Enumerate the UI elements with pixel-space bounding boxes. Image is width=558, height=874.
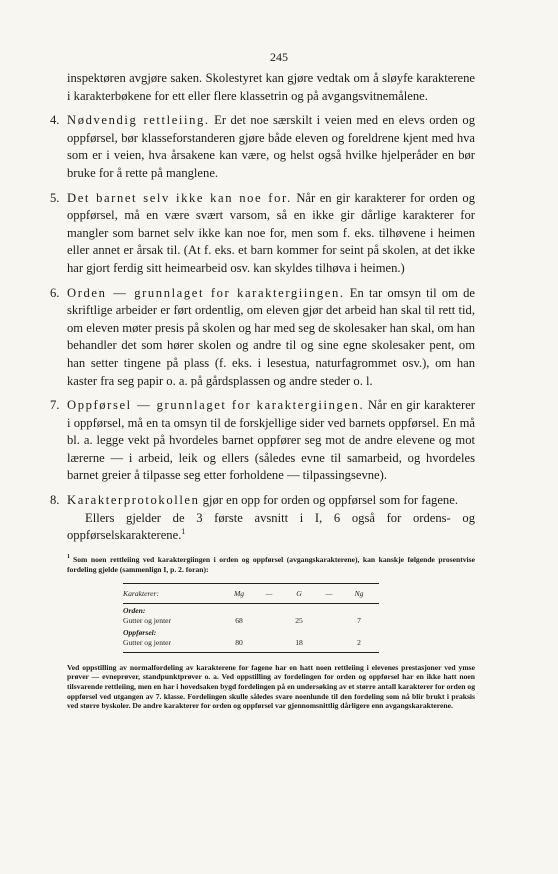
- footnote-text: Som noen rettleiing ved karaktergiingen i orden og oppførsel (avgangskarakterene), kan kanskje følgende prosentvise fordeling gjelde (sammenlign I, p. 2. foran):: [67, 554, 475, 574]
- table-cell: 7: [357, 615, 361, 625]
- item-8: [50, 492, 475, 510]
- table-cell: 18: [279, 638, 319, 653]
- item-text: Når en gir karakterer for orden og oppførsel, må en være svært varsom, så en ikke gir dårlige karakterer for mangler som barnet selv ikke kan noe for, men som f. eks. tilhøvene i heimen eller annet er årsak til. (At f. eks. et barn kommer for seint på skolen, at det ikke har gjort ferdig sitt heimearbeid osv. kan skyldes tilhøva i heimen.): [67, 190, 475, 275]
- table-cell: 68: [235, 615, 243, 625]
- item-text: En tar omsyn til om de skriftlige arbeider er ført ordentlig, om eleven gjør det arbeid han skal til rett tid, om eleven møter presis på skolen og har med seg de skolesaker han skal, om han behandler det som hører skolen og andre til og sine egne skolesaker pent, om han setter tingene på plass (f. eks. i lesestua, naturfagrommet osv.), om han kaster fra seg papir o. a. på gårdsplassen og andre steder o. l.: [67, 285, 475, 388]
- item-text: gjør en opp for orden og oppførsel som for fagene.: [199, 493, 458, 508]
- table-section-title: Oppførsel:: [123, 627, 157, 637]
- distribution-table: [123, 583, 379, 653]
- footnote-reference: 1: [181, 527, 186, 537]
- item-7: [50, 397, 475, 485]
- table-header-cell: Ng: [339, 583, 379, 603]
- item-number: 6.: [50, 285, 60, 300]
- item-heading: Karakterprotokollen: [67, 493, 200, 508]
- table-header-row: [123, 583, 379, 603]
- item-5: [50, 190, 475, 278]
- item-number: 4.: [50, 113, 60, 128]
- footnote-mark: 1: [67, 554, 70, 561]
- item-heading: Orden — grunnlaget for karaktergiingen.: [67, 285, 345, 300]
- item-heading: Nødvendig rettleiing.: [67, 113, 210, 128]
- page-body: [50, 70, 475, 711]
- item-number: 5.: [50, 190, 60, 205]
- table-header-label: Karakterer:: [123, 583, 219, 603]
- table-header-cell: —: [319, 583, 339, 603]
- table-section-row: [123, 626, 379, 638]
- footnote: [67, 555, 475, 575]
- table-header-cell: —: [259, 583, 279, 603]
- table-cell: 25: [295, 615, 303, 625]
- page-number: 245: [270, 50, 288, 64]
- item-number: 7.: [50, 398, 60, 413]
- item-number: 8.: [50, 493, 60, 508]
- continuation-text: Ellers gjelder de 3 første avsnitt i I, 6 også for ordens- og oppførselskarakterene.: [67, 510, 475, 543]
- item-text: Er det noe særskilt i veien med en elevs orden og oppførsel, bør klasseforstanderen gjøre både eleven og foreldrene kjent med hva som er i veien, hva årsakene kan være, og helst også hvilke hjelperåder en bør bruke for å rette på manglene.: [67, 113, 475, 180]
- table-row-label: Gutter og jenter: [123, 615, 172, 625]
- item-heading: Oppførsel — grunnlaget for karaktergiingen.: [67, 398, 365, 413]
- table-section-row: [123, 603, 379, 616]
- table-row: [123, 638, 379, 653]
- footnote-explanation: Ved oppstilling av normalfordeling av karakterene for fagene har en hatt noen rettleiing i elevenes prestasjoner ved ymse prøver — evneprøver, standpunktprøver o. a. Ved oppstilling av fordelingen for orden og oppførsel har en ikke hatt noen tilsvarende rettleiing, men en har i hovedsaken bygd fordelingen på en undersøking av et større antall karakterer for orden og oppførsel ved utgangen av 7. klasse. Fordelingen skulle således svare noenlunde til den fordeling som nå blir brukt i praksis ved større byskoler. De andre karakterer for orden og oppførsel var gjennomsnittlig dårligere enn avgangskarakterene.: [67, 662, 475, 711]
- item-4: [50, 112, 475, 182]
- table-header-cell: Mg: [219, 583, 259, 603]
- table-section-title: Orden:: [123, 605, 146, 615]
- continuation-paragraph: [67, 510, 475, 545]
- table-cell: 2: [339, 638, 379, 653]
- item-heading: Det barnet selv ikke kan noe for.: [67, 190, 292, 205]
- intro-paragraph: inspektøren avgjøre saken. Skolestyret kan gjøre vedtak om å sløyfe karakterene i karakterbøkene for ett eller flere klassetrin og på avgangsvitnemålene.: [67, 71, 475, 103]
- table-header-cell: G: [279, 583, 319, 603]
- item-6: [50, 285, 475, 391]
- table-row: [123, 616, 379, 626]
- table-row-label: Gutter og jenter: [123, 638, 219, 653]
- table-cell: 80: [219, 638, 259, 653]
- item-text: Når en gir karakterer i oppførsel, må en ta omsyn til de forskjellige sider ved barnets oppførsel. En må bl. a. legge vekt på hvordeles barnet oppfører seg mot de andre elevene og mot lærerne — i arbeid, leik og ellers (således evne til samarbeid, og hvordeles barnet greier å tilpasse seg etter forholdene — tilpassingsevne).: [67, 398, 475, 483]
